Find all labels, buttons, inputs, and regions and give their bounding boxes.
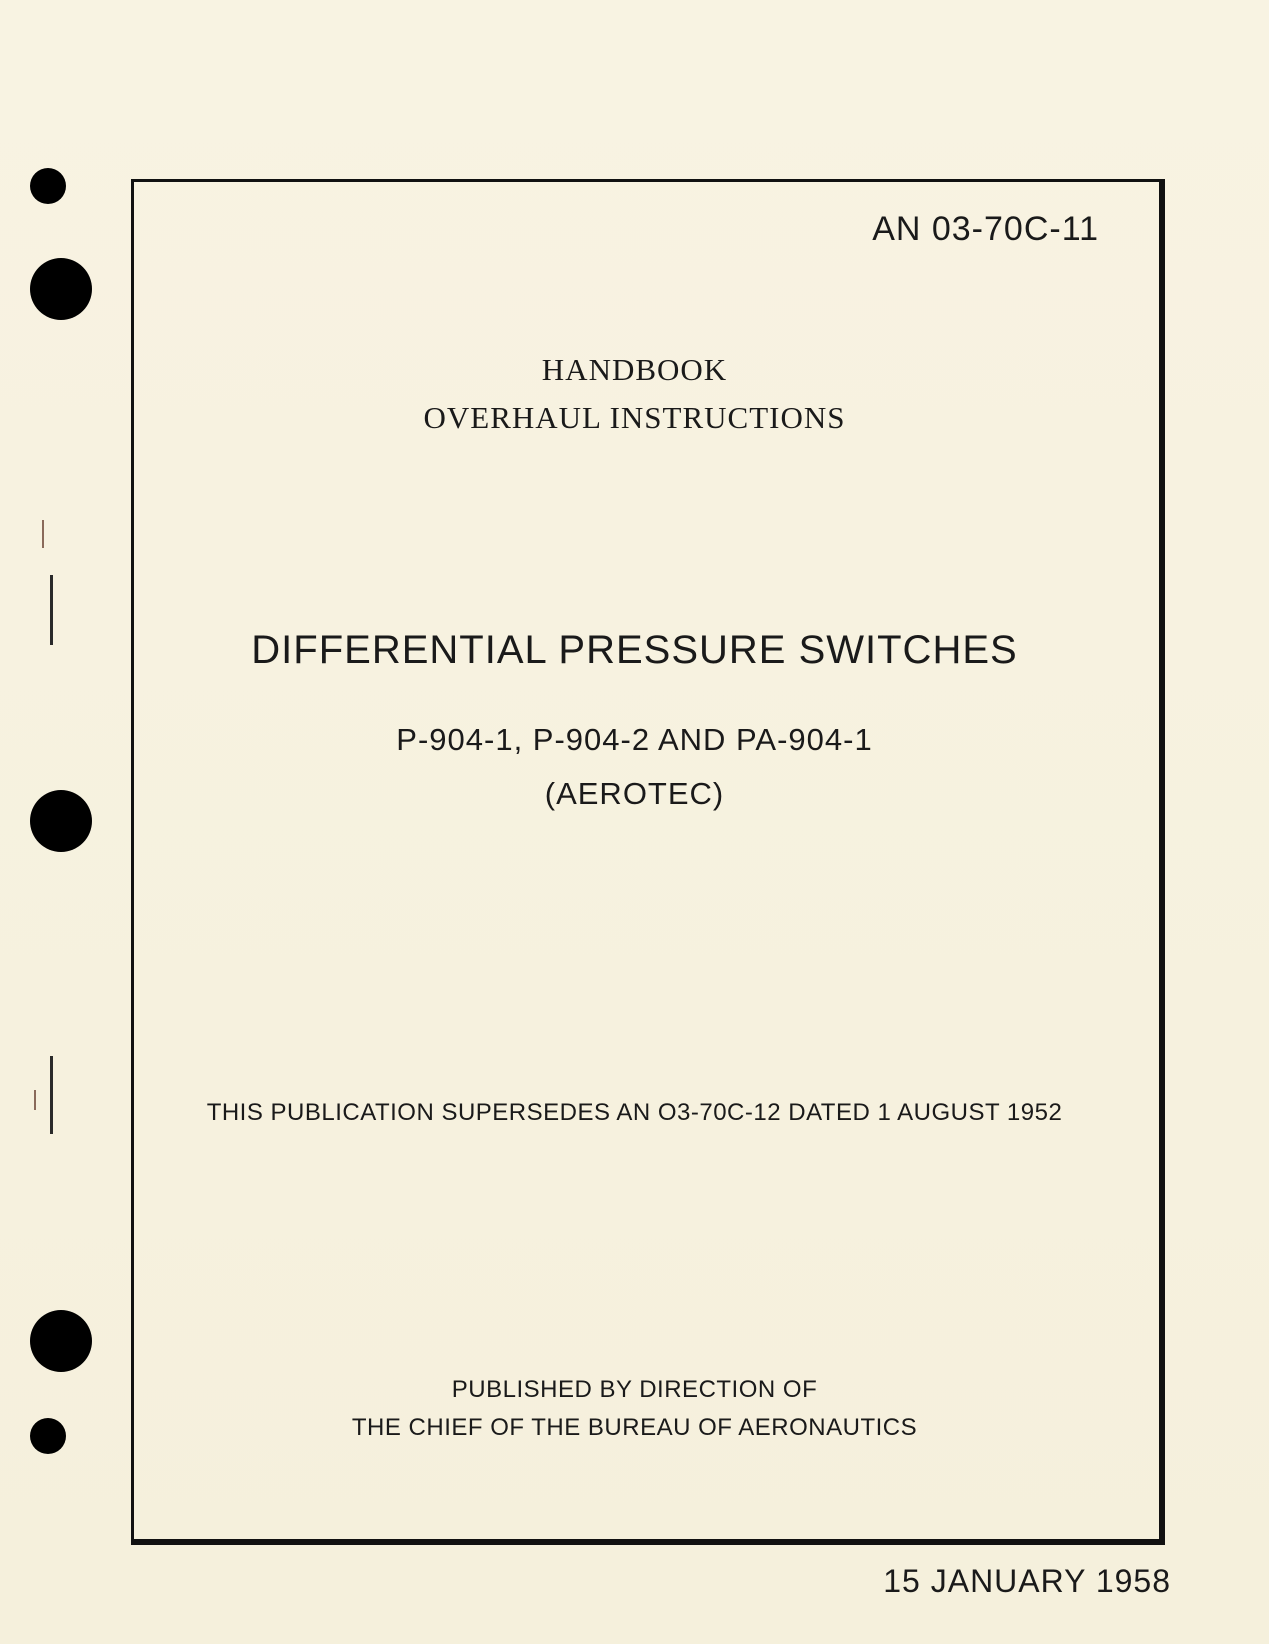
- document-title: DIFFERENTIAL PRESSURE SWITCHES: [251, 628, 1018, 672]
- published-by-line-1: PUBLISHED BY DIRECTION OF: [451, 1376, 818, 1403]
- document-subtitle: OVERHAUL INSTRUCTIONS: [423, 400, 846, 435]
- document-number: AN 03-70C-11: [872, 210, 1099, 248]
- model-numbers: P-904-1, P-904-2 AND PA-904-1: [396, 722, 873, 757]
- supersedes-notice: THIS PUBLICATION SUPERSEDES AN O3-70C-12 DATED 1 AUGUST 1952: [206, 1099, 1063, 1126]
- edge-mark: [42, 520, 44, 548]
- manufacturer: (AEROTEC): [544, 776, 725, 811]
- handbook-label: HANDBOOK: [541, 352, 728, 387]
- binder-hole: [30, 168, 66, 204]
- publication-date: 15 JANUARY 1958: [883, 1563, 1171, 1599]
- binder-hole: [30, 1310, 92, 1372]
- published-by-line-2: THE CHIEF OF THE BUREAU OF AERONAUTICS: [351, 1414, 918, 1441]
- binder-hole: [30, 258, 92, 320]
